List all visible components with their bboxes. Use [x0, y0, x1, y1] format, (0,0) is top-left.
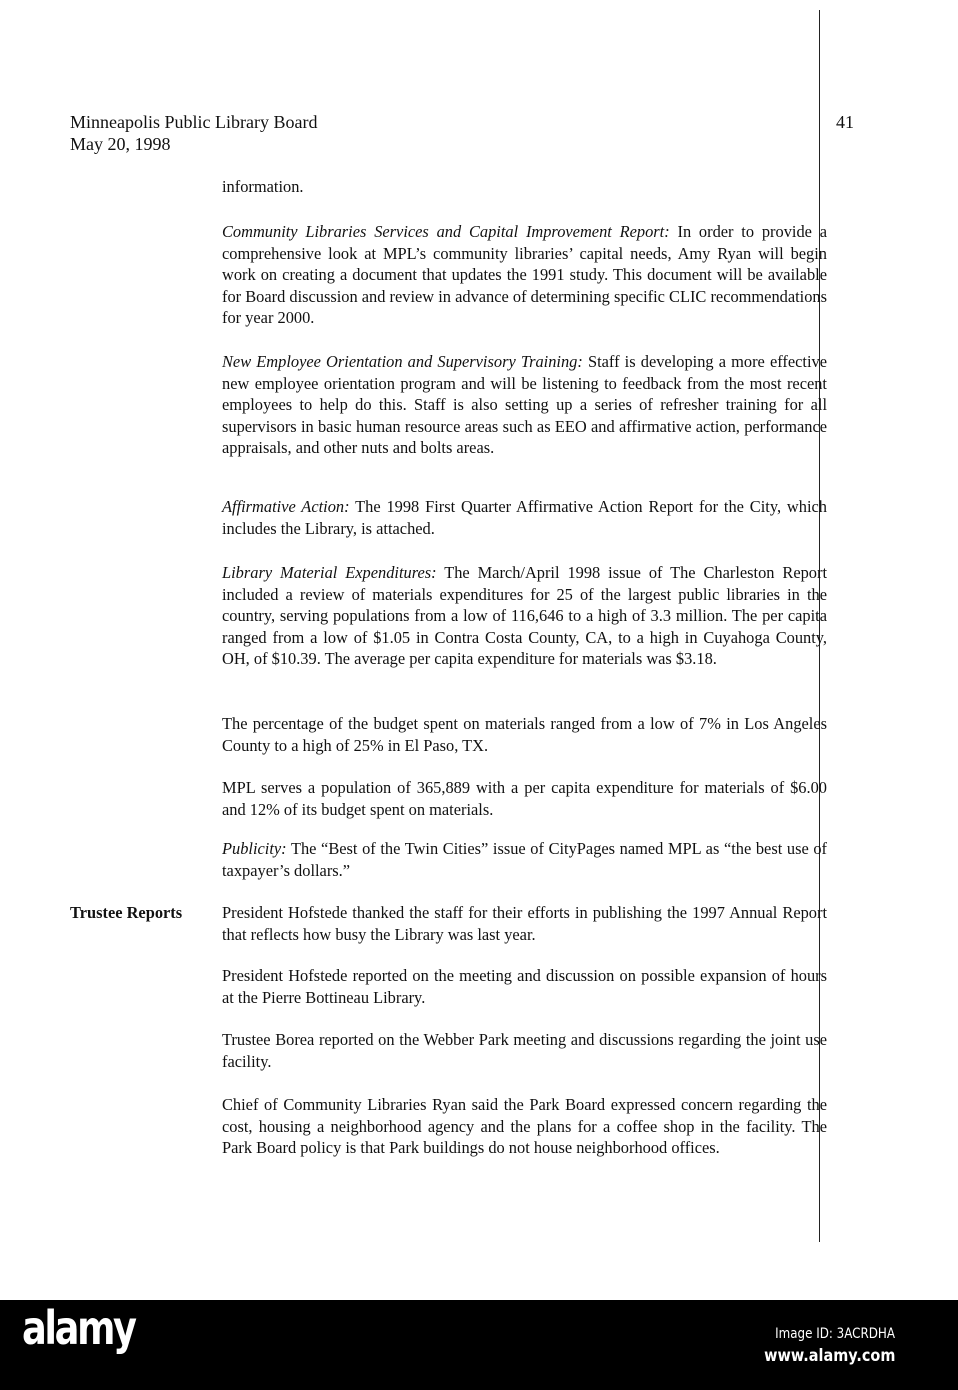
paragraph-capital-improvement: Community Libraries Services and Capital Improvement Report: In order to provide a comprehensive look at MPL’s community libraries’ capital needs, Amy Ryan will begin work on creating a document that updates the 1991 study. This document will be available for Board discussion and review in advance of determining specific CLIC recommendations for year 2000.: [222, 222, 827, 328]
alamy-logo: alamy: [22, 1301, 135, 1355]
paragraph-expenditures: Library Material Expenditures: The March/April 1998 issue of The Charleston Report included a review of materials expenditures for 25 of the largest public libraries in the country, serving populations from a low of 116,646 to a high of 3.3 million. The per capita ranged from a low of $1.05 in Contra Costa County, CA, to a high in Cuyahoga County, OH, of $10.39. The average per capita expenditure for materials was $3.18.: [222, 563, 828, 669]
image-id: Image ID: 3ACRDHA: [775, 1326, 895, 1342]
watermark-bar: [0, 1300, 958, 1390]
section-label-trustee-reports: Trustee Reports: [70, 903, 183, 922]
paragraph: The percentage of the budget spent on materials ranged from a low of 7% in Los Angeles County to a high of 25% in El Paso, TX.: [222, 714, 827, 755]
org-name: Minneapolis Public Library Board: [70, 112, 318, 132]
paragraph: Trustee Borea reported on the Webber Park meeting and discussions regarding the joint use facility.: [222, 1030, 827, 1071]
paragraph-affirmative-action: Affirmative Action: The 1998 First Quarter Affirmative Action Report for the City, which includes the Library, is attached.: [222, 497, 827, 538]
paragraph: President Hofstede thanked the staff for their efforts in publishing the 1997 Annual Report that reflects how busy the Library was last year.: [222, 903, 827, 944]
paragraph-heading: Publicity:: [222, 839, 287, 858]
paragraph-heading: Affirmative Action:: [222, 497, 350, 516]
paragraph-orientation: New Employee Orientation and Supervisory Training: Staff is developing a more effective new employee orientation program and will be listening to feedback from the most recent employees to help do this. Staff is also setting up a series of refresher training for all supervisors in basic human resource areas such as EEO and affirmative action, performance appraisals, and other nuts and bolts areas.: [222, 352, 827, 458]
paragraph-publicity: Publicity: The “Best of the Twin Cities” issue of CityPages named MPL as “the best use of taxpayer’s dollars.”: [222, 839, 827, 880]
paragraph-heading: Community Libraries Services and Capital Improvement Report:: [222, 222, 670, 241]
watermark-url: www.alamy.com: [763, 1346, 895, 1366]
paragraph: Chief of Community Libraries Ryan said the Park Board expressed concern regarding the cost, housing a neighborhood agency and the plans for a coffee shop in the facility. The Park Board policy is that Park buildings do not house neighborhood offices.: [222, 1095, 827, 1158]
page-number: 41: [836, 112, 854, 132]
paragraph: President Hofstede reported on the meeting and discussion on possible expansion of hours at the Pierre Bottineau Library.: [222, 966, 827, 1007]
paragraph: MPL serves a population of 365,889 with a per capita expenditure for materials of $6.00 and 12% of its budget spent on materials.: [222, 778, 827, 819]
meeting-date: May 20, 1998: [70, 134, 171, 154]
paragraph-heading: New Employee Orientation and Supervisory Training:: [222, 352, 583, 371]
document-header: [70, 111, 317, 155]
paragraph: information.: [222, 177, 304, 196]
paragraph-heading: Library Material Expenditures:: [222, 563, 437, 582]
